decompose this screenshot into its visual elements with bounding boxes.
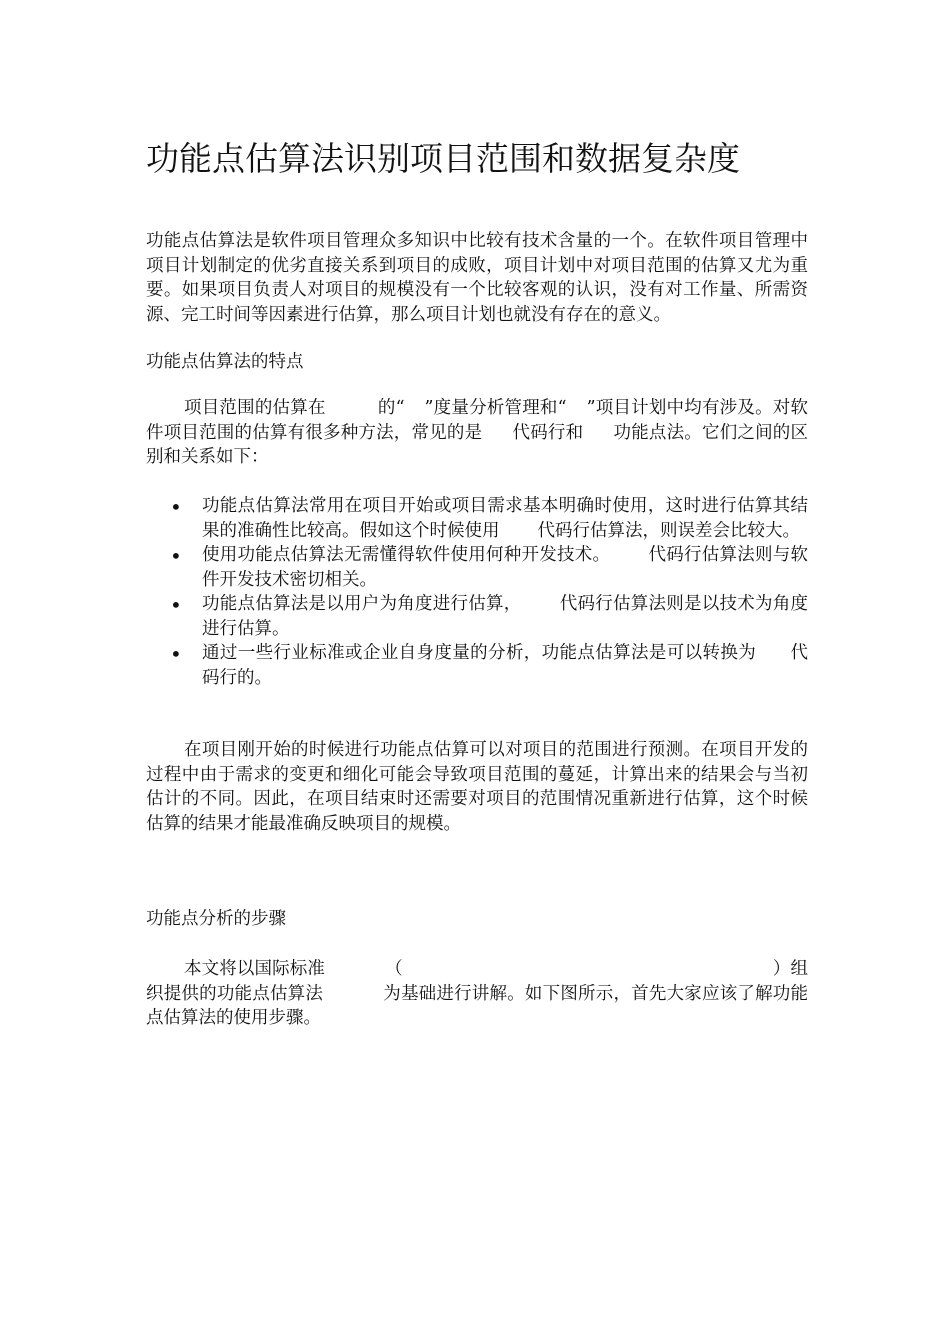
scope-text-2: 的“ bbox=[377, 398, 405, 418]
bullet-2-text-a: 使用功能点估算法无需懂得软件使用何种开发技术。 bbox=[202, 545, 611, 565]
bullet-dot-icon: • bbox=[170, 593, 182, 617]
scope-text-3: ”度量分析管理和“ bbox=[424, 398, 567, 418]
scope-text-5: 代码行和 bbox=[512, 422, 584, 443]
comparison-list bbox=[146, 494, 808, 690]
list-item bbox=[146, 543, 808, 592]
standard-text-1: 本文将以国际标准 bbox=[184, 959, 325, 979]
standard-text-3: ）组织提供的功能点估算法 bbox=[146, 959, 808, 1004]
prediction-paragraph: 在项目刚开始的时候进行功能点估算可以对项目的范围进行预测。在项目开发的过程中由于需求的变更和细化可能会导致项目范围的蔓延，计算出来的结果会与当初估计的不同。因此，在项目结束时还需要对项目的范围情况重新进行估算，这个时候估算的结果才能最准确反映项目的规模。 bbox=[146, 740, 808, 834]
bullet-4-text-b: 代码行的。 bbox=[202, 643, 808, 688]
bullet-3-text-a: 功能点估算法是以用户为角度进行估算， bbox=[202, 594, 522, 614]
list-item bbox=[146, 494, 808, 543]
bullet-3-text-b: 代码行估算法则是以技术为角度进行估算。 bbox=[202, 594, 808, 639]
intro-paragraph: 功能点估算法是软件项目管理众多知识中比较有技术含量的一个。在软件项目管理中项目计划制定的优劣直接关系到项目的成败，项目计划中对项目范围的估算又尤为重要。如果项目负责人对项目的规模没有一个比较客观的认识，没有对工作量、所需资源、完工时间等因素进行估算，那么项目计划也就没有存在的意义。 bbox=[146, 231, 808, 325]
list-item bbox=[146, 641, 808, 690]
bullet-dot-icon: • bbox=[170, 544, 182, 568]
bullet-dot-icon: • bbox=[170, 642, 182, 666]
bullet-2-text-b: 代码行估算法则与软件开发技术密切相关。 bbox=[202, 545, 808, 590]
bullet-1-text-a: 功能点估算法常用在项目开始或项目需求基本明确时使用，这时进行估算其结果的准确性比较高。假如这个时候使用 bbox=[202, 496, 808, 541]
heading-steps: 功能点分析的步骤 bbox=[146, 909, 286, 929]
scope-text-1: 项目范围的估算在 bbox=[184, 398, 326, 418]
bullet-4-text-a: 通过一些行业标准或企业自身度量的分析，功能点估算法是可以转换为 bbox=[202, 643, 757, 663]
bullet-1-text-b: 代码行估算法，则误差会比较大。 bbox=[537, 520, 800, 541]
bullet-dot-icon: • bbox=[170, 495, 182, 519]
scope-text-6: 功能点法。它们之间的区别和关系如下： bbox=[146, 422, 809, 467]
standard-paragraph bbox=[146, 957, 808, 1031]
standard-text-4: 为基础进行讲解。如下图所示，首先大家应该了解功能点估算法的使用步骤。 bbox=[146, 983, 809, 1028]
scope-text-4: ”项目计划中均有涉及。对软件项目范围的估算有很多种方法，常见的是 bbox=[146, 398, 808, 443]
heading-features: 功能点估算法的特点 bbox=[146, 352, 304, 372]
standard-text-2: （ bbox=[385, 959, 403, 979]
list-item bbox=[146, 592, 808, 641]
page-title: 功能点估算法识别项目范围和数据复杂度 bbox=[146, 139, 740, 178]
scope-paragraph bbox=[146, 396, 808, 470]
